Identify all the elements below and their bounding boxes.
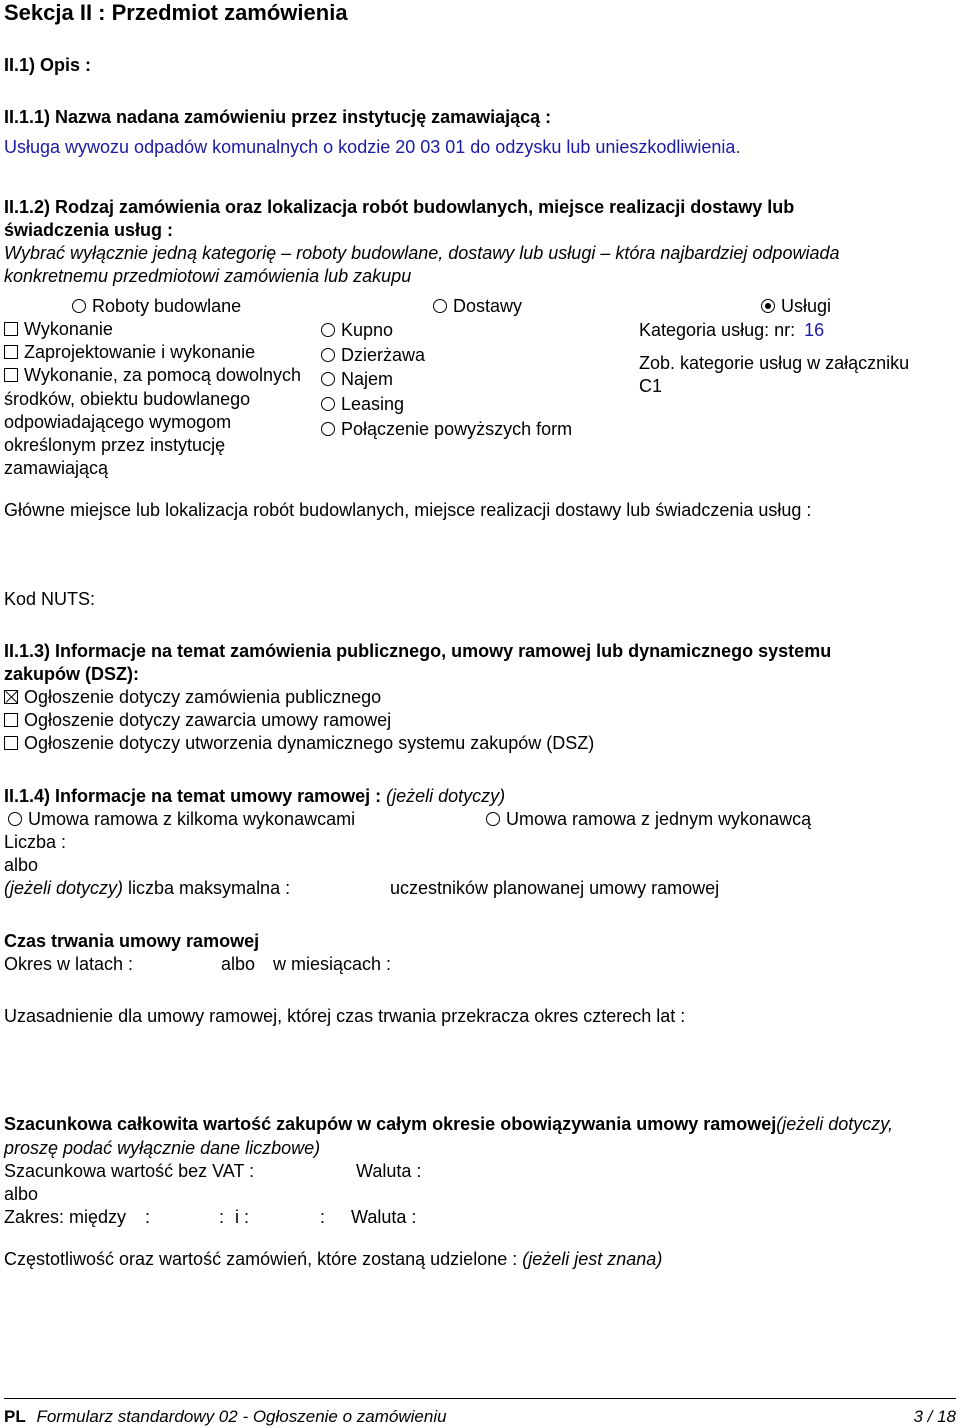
services-category xyxy=(639,319,824,341)
subsection-heading-cont: świadczenia usług : xyxy=(4,220,174,240)
range-colon: : xyxy=(145,1207,151,1227)
range-and: i : xyxy=(235,1207,250,1227)
section-title: Sekcja II : Przedmiot zamówienia xyxy=(4,0,348,25)
range-label: Zakres: między xyxy=(4,1207,127,1227)
vat-label: Szacunkowa wartość bez VAT : xyxy=(4,1161,255,1181)
category-works xyxy=(72,295,241,317)
max-participants xyxy=(4,877,290,899)
instruction-text: konkretnemu przedmiotowi zamówienia lub zakupu xyxy=(4,266,412,286)
option-label: Kupno xyxy=(341,320,394,340)
option-label-cont: odpowiadającego wymogom xyxy=(4,412,232,432)
checkbox-icon[interactable] xyxy=(4,368,18,382)
radio-icon[interactable] xyxy=(8,812,22,826)
radio-icon[interactable] xyxy=(321,422,335,436)
footer-page-number: 3 / 18 xyxy=(913,1407,956,1426)
notice-option xyxy=(4,732,594,754)
contract-name-value: Usługa wywozu odpadów komunalnych o kodzie 20 03 01 do odzysku lub unieszkodliwienia. xyxy=(4,137,741,157)
months-label: w miesiącach : xyxy=(273,954,392,974)
duration-heading: Czas trwania umowy ramowej xyxy=(4,931,260,951)
services-note: C1 xyxy=(639,376,663,396)
max-label: liczba maksymalna : xyxy=(123,878,291,898)
albo-label: albo xyxy=(221,954,256,974)
category-supplies xyxy=(433,295,522,317)
option-label-cont: określonym przez instytucję xyxy=(4,435,226,455)
footer-divider xyxy=(4,1398,956,1399)
framework-option-one xyxy=(486,808,811,830)
total-value-heading xyxy=(4,1113,893,1135)
subsection-heading: II.1.3) Informacje na temat zamówienia publicznego, umowy ramowej lub dynamicznego systemu xyxy=(4,641,832,661)
albo-label: albo xyxy=(4,1184,39,1204)
checkbox-icon[interactable] xyxy=(4,345,18,359)
option-label: Umowa ramowa z jednym wykonawcą xyxy=(506,809,812,829)
radio-icon[interactable] xyxy=(321,372,335,386)
radio-icon[interactable] xyxy=(321,397,335,411)
works-option xyxy=(4,318,113,340)
subsection-heading: II.1.2) Rodzaj zamówienia oraz lokalizacja robót budowlanych, miejsce realizacji dostawy lub xyxy=(4,197,795,217)
option-label: Umowa ramowa z kilkoma wykonawcami xyxy=(28,809,356,829)
option-label-cont: zamawiającą xyxy=(4,458,109,478)
option-label: Najem xyxy=(341,369,394,389)
checkbox-icon[interactable] xyxy=(4,713,18,727)
range-colon: : xyxy=(219,1207,225,1227)
frequency-note: (jeżeli jest znana) xyxy=(522,1249,663,1269)
radio-icon[interactable] xyxy=(486,812,500,826)
supplies-option xyxy=(321,368,393,390)
range-colon: : xyxy=(320,1207,326,1227)
frequency-label xyxy=(4,1248,662,1270)
footer-lang: PL xyxy=(4,1407,26,1426)
supplies-option xyxy=(321,344,425,366)
radio-icon[interactable] xyxy=(72,299,86,313)
category-services xyxy=(761,295,831,317)
option-label: Zaprojektowanie i wykonanie xyxy=(24,342,256,362)
radio-selected-icon[interactable] xyxy=(761,299,775,313)
justification-label: Uzasadnienie dla umowy ramowej, której czas trwania przekracza okres czterech lat : xyxy=(4,1006,686,1026)
option-label: Połączenie powyższych form xyxy=(341,419,573,439)
notice-option xyxy=(4,709,391,731)
checkbox-checked-icon[interactable] xyxy=(4,690,18,704)
category-label: Usługi xyxy=(781,296,832,316)
currency-label: Waluta : xyxy=(351,1207,417,1227)
option-label: Ogłoszenie dotyczy zamówienia publicznego xyxy=(24,687,382,707)
heading-note: (jeżeli dotyczy, xyxy=(776,1114,893,1134)
frequency-text: Częstotliwość oraz wartość zamówień, które zostaną udzielone : xyxy=(4,1249,518,1269)
instruction-text: Wybrać wyłącznie jedną kategorię – roboty budowlane, dostawy lub usługi – która najbardziej odpowiada xyxy=(4,243,840,263)
option-label: Wykonanie, za pomocą dowolnych xyxy=(24,365,301,385)
subsection-heading xyxy=(4,785,505,807)
radio-icon[interactable] xyxy=(321,323,335,337)
count-label: Liczba : xyxy=(4,832,67,852)
supplies-option xyxy=(321,319,393,341)
footer-form-name: Formularz standardowy 02 - Ogłoszenie o zamówieniu xyxy=(36,1407,447,1426)
heading-text: II.1.4) Informacje na temat umowy ramowej : xyxy=(4,786,382,806)
works-option xyxy=(4,341,255,363)
footer xyxy=(4,1406,447,1428)
services-category-label: Kategoria usług: nr: xyxy=(639,320,796,340)
nuts-label: Kod NUTS: xyxy=(4,589,96,609)
option-label: Dzierżawa xyxy=(341,345,426,365)
participants-label: uczestników planowanej umowy ramowej xyxy=(390,878,720,898)
radio-icon[interactable] xyxy=(321,348,335,362)
option-label-cont: środków, obiektu budowlanego xyxy=(4,389,251,409)
option-label: Wykonanie xyxy=(24,319,113,339)
framework-option-many xyxy=(8,808,355,830)
services-category-value: 16 xyxy=(804,320,825,340)
subsection-heading-cont: zakupów (DSZ): xyxy=(4,664,139,684)
heading-note-cont: proszę podać wyłącznie dane liczbowe) xyxy=(4,1138,321,1158)
note-text: (jeżeli dotyczy) xyxy=(4,878,124,898)
currency-label: Waluta : xyxy=(356,1161,422,1181)
radio-icon[interactable] xyxy=(433,299,447,313)
option-label: Ogłoszenie dotyczy utworzenia dynamicznego systemu zakupów (DSZ) xyxy=(24,733,595,753)
albo-label: albo xyxy=(4,855,39,875)
subsection-heading: II.1.1) Nazwa nadana zamówieniu przez instytucję zamawiającą : xyxy=(4,107,552,127)
category-label: Dostawy xyxy=(453,296,523,316)
services-note: Zob. kategorie usług w załączniku xyxy=(639,353,910,373)
location-label: Główne miejsce lub lokalizacja robót budowlanych, miejsce realizacji dostawy lub świadczenia usług : xyxy=(4,500,812,520)
years-label: Okres w latach : xyxy=(4,954,134,974)
option-label: Leasing xyxy=(341,394,405,414)
supplies-option xyxy=(321,418,572,440)
works-option xyxy=(4,364,301,386)
subsection-heading: II.1) Opis : xyxy=(4,55,92,75)
notice-option xyxy=(4,686,381,708)
option-label: Ogłoszenie dotyczy zawarcia umowy ramowej xyxy=(24,710,392,730)
supplies-option xyxy=(321,393,404,415)
checkbox-icon[interactable] xyxy=(4,322,18,336)
heading-note: (jeżeli dotyczy) xyxy=(386,786,506,806)
checkbox-icon[interactable] xyxy=(4,736,18,750)
category-label: Roboty budowlane xyxy=(92,296,242,316)
heading-text: Szacunkowa całkowita wartość zakupów w całym okresie obowiązywania umowy ramowej xyxy=(4,1114,777,1134)
